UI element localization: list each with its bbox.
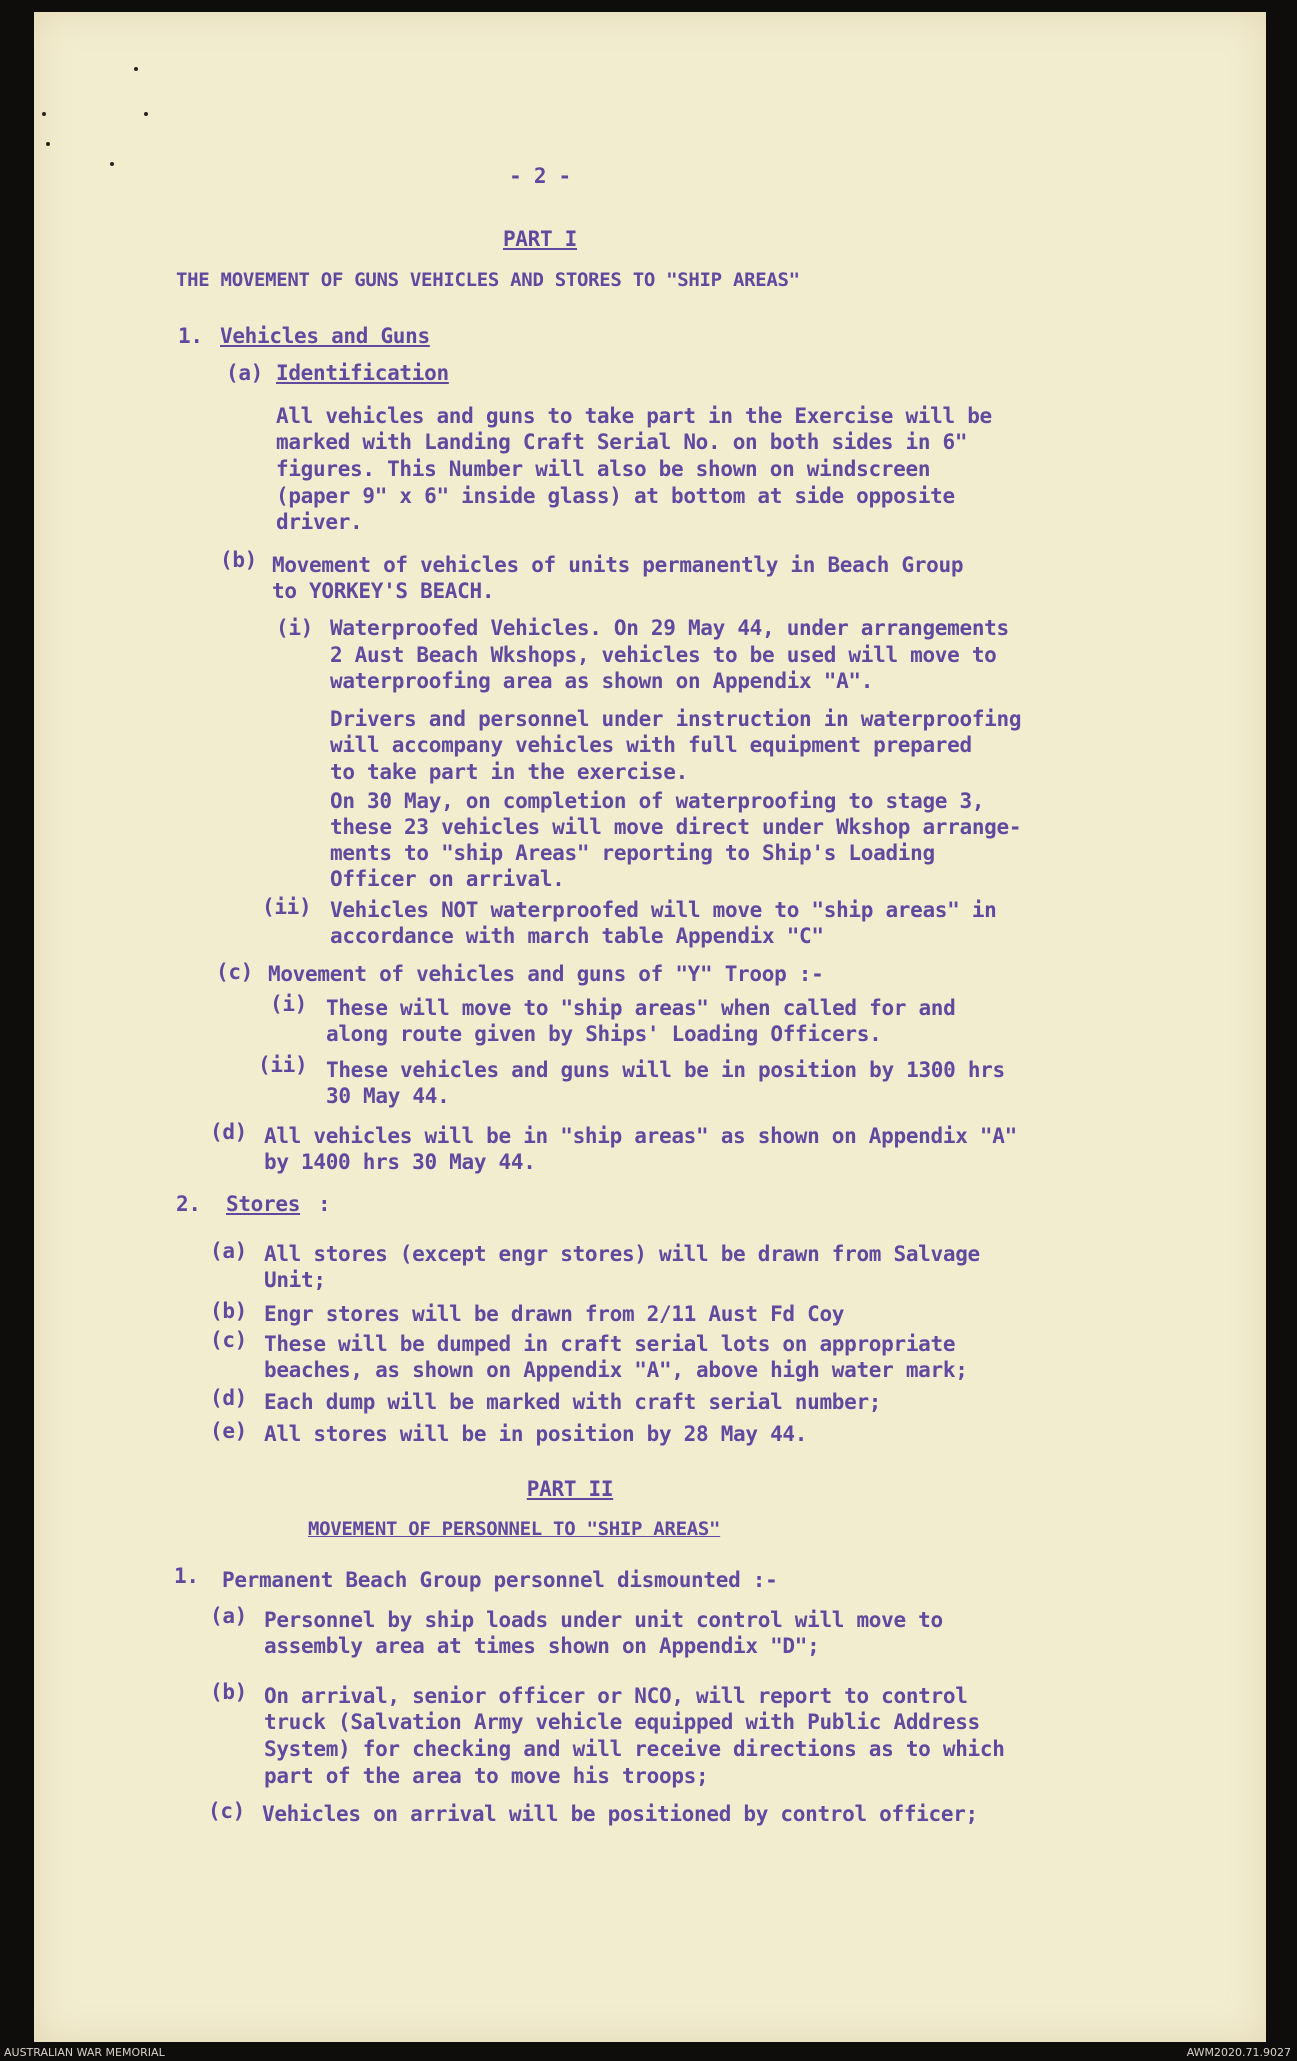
part2-title: PART II [526, 1477, 614, 1501]
item-b-i-p2-line: will accompany vehicles with full equipment prepared [330, 733, 972, 757]
stores-d-line: Each dump will be marked with craft serial number; [264, 1390, 882, 1414]
stores-c-line: These will be dumped in craft serial lots on appropriate [264, 1332, 956, 1356]
item-b-i-line: Waterproofed Vehicles. On 29 May 44, under arrangements [330, 616, 1009, 640]
section-2-number: 2. [176, 1192, 201, 1216]
item-b-i-line: 2 Aust Beach Wkshops, vehicles to be used will move to [330, 643, 997, 667]
item-b-line: Movement of vehicles of units permanently in Beach Group [272, 553, 964, 577]
paper-mark [144, 112, 148, 116]
item-a-line: marked with Landing Craft Serial No. on both sides in 6" [276, 430, 968, 454]
item-b-i-p2-line: Drivers and personnel under instruction in waterproofing [330, 707, 1022, 731]
stores-c-label: (c) [210, 1328, 248, 1352]
section-1-title: Vehicles and Guns [220, 324, 430, 348]
item-c-ii-line: These vehicles and guns will be in position by 1300 hrs [326, 1058, 1005, 1082]
footer-archive-name: AUSTRALIAN WAR MEMORIAL [4, 2046, 165, 2059]
page-number: - 2 - [509, 164, 571, 188]
part2-b-line: System) for checking and will receive directions as to which [264, 1737, 1005, 1761]
item-c-ii-line: 30 May 44. [326, 1084, 450, 1108]
item-b-ii-line: accordance with march table Appendix "C" [330, 924, 824, 948]
item-b-ii-line: Vehicles NOT waterproofed will move to "ship areas" in [330, 898, 997, 922]
item-d-label: (d) [210, 1120, 248, 1144]
item-b-i-p3-line: On 30 May, on completion of waterproofing to stage 3, [330, 789, 985, 813]
stores-e-label: (e) [210, 1419, 248, 1443]
section-2-title: Stores [226, 1192, 301, 1216]
item-b-i-p2-line: to take part in the exercise. [330, 760, 688, 784]
paper-mark [110, 162, 114, 166]
item-a-line: figures. This Number will also be shown on windscreen [276, 457, 931, 481]
item-a-line: (paper 9" x 6" inside glass) at bottom at side opposite [276, 484, 955, 508]
paper-mark [134, 67, 138, 71]
item-c-label: (c) [216, 960, 254, 984]
part2-b-line: truck (Salvation Army vehicle equipped with Public Address [264, 1710, 980, 1734]
item-c-ii-label: (ii) [258, 1053, 308, 1077]
paper-mark [46, 142, 50, 146]
stores-b-label: (b) [210, 1299, 248, 1323]
stores-a-label: (a) [210, 1239, 248, 1263]
stores-d-label: (d) [210, 1386, 248, 1410]
part2-a-line: Personnel by ship loads under unit control will move to [264, 1608, 943, 1632]
stores-e-line: All stores will be in position by 28 May 44. [264, 1422, 808, 1446]
item-b-i-p3-line: ments to "ship Areas" reporting to Ship's Loading [330, 841, 935, 865]
item-c-i-label: (i) [270, 992, 308, 1016]
item-b-line: to YORKEY'S BEACH. [272, 579, 495, 603]
item-a-title: Identification [276, 361, 449, 385]
item-a-line: All vehicles and guns to take part in the Exercise will be [276, 404, 992, 428]
item-c-i-line: along route given by Ships' Loading Officers. [326, 1022, 882, 1046]
part2-section-1-number: 1. [174, 1564, 199, 1588]
part2-c-label: (c) [208, 1799, 246, 1823]
item-a-line: driver. [276, 510, 363, 534]
part1-title: PART I [502, 227, 578, 251]
part2-c-line: Vehicles on arrival will be positioned by control officer; [262, 1802, 978, 1826]
stores-a-line: Unit; [264, 1268, 326, 1292]
part2-b-line: On arrival, senior officer or NCO, will report to control [264, 1684, 968, 1708]
section-1-number: 1. [178, 324, 203, 348]
item-c-i-line: These will move to "ship areas" when called for and [326, 996, 956, 1020]
item-a-label: (a) [226, 361, 264, 385]
stores-a-line: All stores (except engr stores) will be drawn from Salvage [264, 1242, 980, 1266]
item-b-i-label: (i) [276, 616, 314, 640]
item-c-line: Movement of vehicles and guns of "Y" Troop :- [268, 962, 824, 986]
item-d-line: by 1400 hrs 30 May 44. [264, 1150, 536, 1174]
paper-mark [42, 112, 46, 116]
section-2-colon: : [318, 1192, 331, 1216]
item-b-i-p3-line: Officer on arrival. [330, 867, 565, 891]
part2-b-line: part of the area to move his troops; [264, 1764, 709, 1788]
part2-a-label: (a) [210, 1604, 248, 1628]
part2-section-1-line: Permanent Beach Group personnel dismounted :- [222, 1568, 778, 1592]
part1-heading: THE MOVEMENT OF GUNS VEHICLES AND STORES TO "SHIP AREAS" [176, 269, 800, 291]
part2-a-line: assembly area at times shown on Appendix "D"; [264, 1634, 820, 1658]
item-b-ii-label: (ii) [262, 895, 312, 919]
part2-b-label: (b) [210, 1680, 248, 1704]
footer-archive-id: AWM2020.71.9027 [1186, 2046, 1291, 2059]
part2-heading: MOVEMENT OF PERSONNEL TO "SHIP AREAS" [308, 1518, 721, 1540]
item-d-line: All vehicles will be in "ship areas" as shown on Appendix "A" [264, 1124, 1017, 1148]
stores-c-line: beaches, as shown on Appendix "A", above high water mark; [264, 1358, 968, 1382]
item-b-i-line: waterproofing area as shown on Appendix "A". [330, 669, 874, 693]
stores-b-line: Engr stores will be drawn from 2/11 Aust Fd Coy [264, 1302, 845, 1326]
item-b-label: (b) [220, 548, 258, 572]
item-b-i-p3-line: these 23 vehicles will move direct under Wkshop arrange- [330, 815, 1022, 839]
